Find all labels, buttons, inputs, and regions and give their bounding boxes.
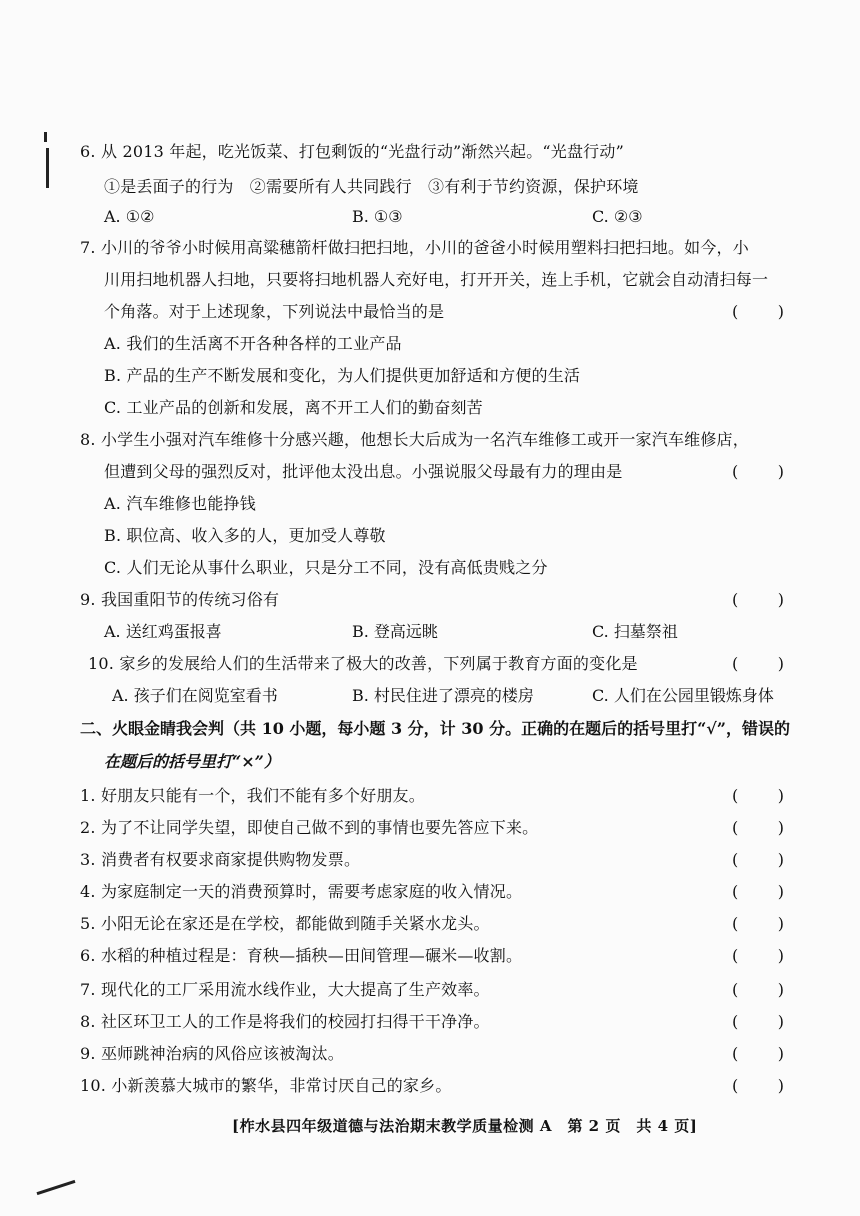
judge-5-bracket[interactable] (732, 912, 784, 936)
q7-option-b: B. 产品的生产不断发展和变化，为人们提供更加舒适和方便的生活 (104, 366, 581, 385)
q7-line-1: 7. 小川的爷爷小时候用高粱穗箭杆做扫把扫地，小川的爸爸小时候用塑料扫把扫地。如今，小 (80, 238, 749, 257)
q6-option-c: C. ②③ (592, 207, 643, 226)
q6-option-b: B. ①③ (352, 207, 403, 226)
judge-10-bracket[interactable] (732, 1074, 784, 1098)
q8-answer-bracket[interactable] (732, 460, 784, 484)
q9-answer-bracket[interactable] (732, 588, 784, 612)
judge-item-6: 6. 水稻的种植过程是：育秧—插秧—田间管理—碾米—收割。 (80, 946, 523, 965)
bracket-open: ( (732, 946, 739, 965)
bracket-close: ) (777, 850, 784, 869)
bracket-open: ( (732, 882, 739, 901)
q8-option-a: A. 汽车维修也能挣钱 (104, 494, 256, 513)
q9-option-a: A. 送红鸡蛋报喜 (104, 622, 222, 641)
bracket-open: ( (732, 590, 739, 609)
q8-option-c: C. 人们无论从事什么职业，只是分工不同，没有高低贵贱之分 (104, 558, 548, 577)
bracket-open: ( (732, 786, 739, 805)
q7-line-3: 个角落。对于上述现象，下列说法中最恰当的是 (104, 302, 445, 321)
judge-2-bracket[interactable] (732, 816, 784, 840)
q10-option-b: B. 村民住进了漂亮的楼房 (352, 686, 534, 705)
bracket-close: ) (777, 302, 784, 321)
q9-option-c: C. 扫墓祭祖 (592, 622, 678, 641)
judge-item-10: 10. 小新羡慕大城市的繁华，非常讨厌自己的家乡。 (80, 1076, 452, 1095)
judge-item-4: 4. 为家庭制定一天的消费预算时，需要考虑家庭的收入情况。 (80, 882, 523, 901)
q8-line-1: 8. 小学生小强对汽车维修十分感兴趣，他想长大后成为一名汽车维修工或开一家汽车维修店， (80, 430, 749, 449)
bracket-open: ( (732, 1044, 739, 1063)
q7-answer-bracket[interactable] (732, 300, 784, 324)
bracket-open: ( (732, 914, 739, 933)
q7-option-c: C. 工业产品的创新和发展，离不开工人们的勤奋刻苦 (104, 398, 483, 417)
judge-item-2: 2. 为了不让同学失望，即使自己做不到的事情也要先答应下来。 (80, 818, 539, 837)
bracket-open: ( (732, 850, 739, 869)
bracket-close: ) (777, 462, 784, 481)
bracket-close: ) (777, 980, 784, 999)
judge-9-bracket[interactable] (732, 1042, 784, 1066)
section-2-title: 二、火眼金睛我会判（共 10 小题，每小题 3 分，计 30 分。正确的在题后的括号里打“√”，错误的 (80, 719, 791, 738)
q6-statements: ①是丢面子的行为 ②需要所有人共同践行 ③有利于节约资源，保护环境 (104, 177, 639, 196)
q9-option-b: B. 登高远眺 (352, 622, 438, 641)
judge-7-bracket[interactable] (732, 978, 784, 1002)
bracket-open: ( (732, 980, 739, 999)
bracket-open: ( (732, 1076, 739, 1095)
bracket-close: ) (777, 590, 784, 609)
q10-answer-bracket[interactable] (732, 652, 784, 676)
bracket-close: ) (777, 786, 784, 805)
q7-line-2: 川用扫地机器人扫地，只要将扫地机器人充好电，打开开关，连上手机，它就会自动清扫每一 (104, 270, 769, 289)
judge-1-bracket[interactable] (732, 784, 784, 808)
judge-4-bracket[interactable] (732, 880, 784, 904)
bracket-close: ) (777, 946, 784, 965)
judge-item-3: 3. 消费者有权要求商家提供购物发票。 (80, 850, 361, 869)
scan-mark-bottom (37, 1180, 76, 1195)
q6-stem: 6. 从 2013 年起，吃光饭菜、打包剩饭的“光盘行动”渐然兴起。“光盘行动” (80, 142, 624, 161)
bracket-open: ( (732, 818, 739, 837)
q6-option-a: A. ①② (104, 207, 155, 226)
q10-stem: 10. 家乡的发展给人们的生活带来了极大的改善，下列属于教育方面的变化是 (88, 654, 638, 673)
q8-line-2: 但遭到父母的强烈反对，批评他太没出息。小强说服父母最有力的理由是 (104, 462, 623, 481)
judge-item-9: 9. 巫师跳神治病的风俗应该被淘汰。 (80, 1044, 344, 1063)
judge-item-7: 7. 现代化的工厂采用流水线作业，大大提高了生产效率。 (80, 980, 490, 999)
bracket-close: ) (777, 882, 784, 901)
bracket-close: ) (777, 1076, 784, 1095)
bracket-close: ) (777, 654, 784, 673)
judge-item-1: 1. 好朋友只能有一个，我们不能有多个好朋友。 (80, 786, 425, 805)
q7-option-a: A. 我们的生活离不开各种各样的工业产品 (104, 334, 402, 353)
bracket-close: ) (777, 1044, 784, 1063)
bracket-open: ( (732, 1012, 739, 1031)
q10-option-a: A. 孩子们在阅览室看书 (112, 686, 278, 705)
q8-option-b: B. 职位高、收入多的人，更加受人尊敬 (104, 526, 386, 545)
bracket-open: ( (732, 462, 739, 481)
judge-item-5: 5. 小阳无论在家还是在学校，都能做到随手关紧水龙头。 (80, 914, 490, 933)
bracket-close: ) (777, 1012, 784, 1031)
bracket-open: ( (732, 654, 739, 673)
section-2-subtitle: 在题后的括号里打“×”） (104, 752, 280, 771)
judge-item-8: 8. 社区环卫工人的工作是将我们的校园打扫得干干净净。 (80, 1012, 490, 1031)
judge-3-bracket[interactable] (732, 848, 784, 872)
bracket-close: ) (777, 914, 784, 933)
scan-mark-top (44, 132, 47, 142)
judge-6-bracket[interactable] (732, 944, 784, 968)
bracket-open: ( (732, 302, 739, 321)
bracket-close: ) (777, 818, 784, 837)
q10-option-c: C. 人们在公园里锻炼身体 (592, 686, 774, 705)
page-footer: [柞水县四年级道德与法治期末教学质量检测 A 第 2 页 共 4 页] (232, 1117, 698, 1135)
judge-8-bracket[interactable] (732, 1010, 784, 1034)
scan-mark-binding (46, 148, 49, 188)
q9-stem: 9. 我国重阳节的传统习俗有 (80, 590, 280, 609)
